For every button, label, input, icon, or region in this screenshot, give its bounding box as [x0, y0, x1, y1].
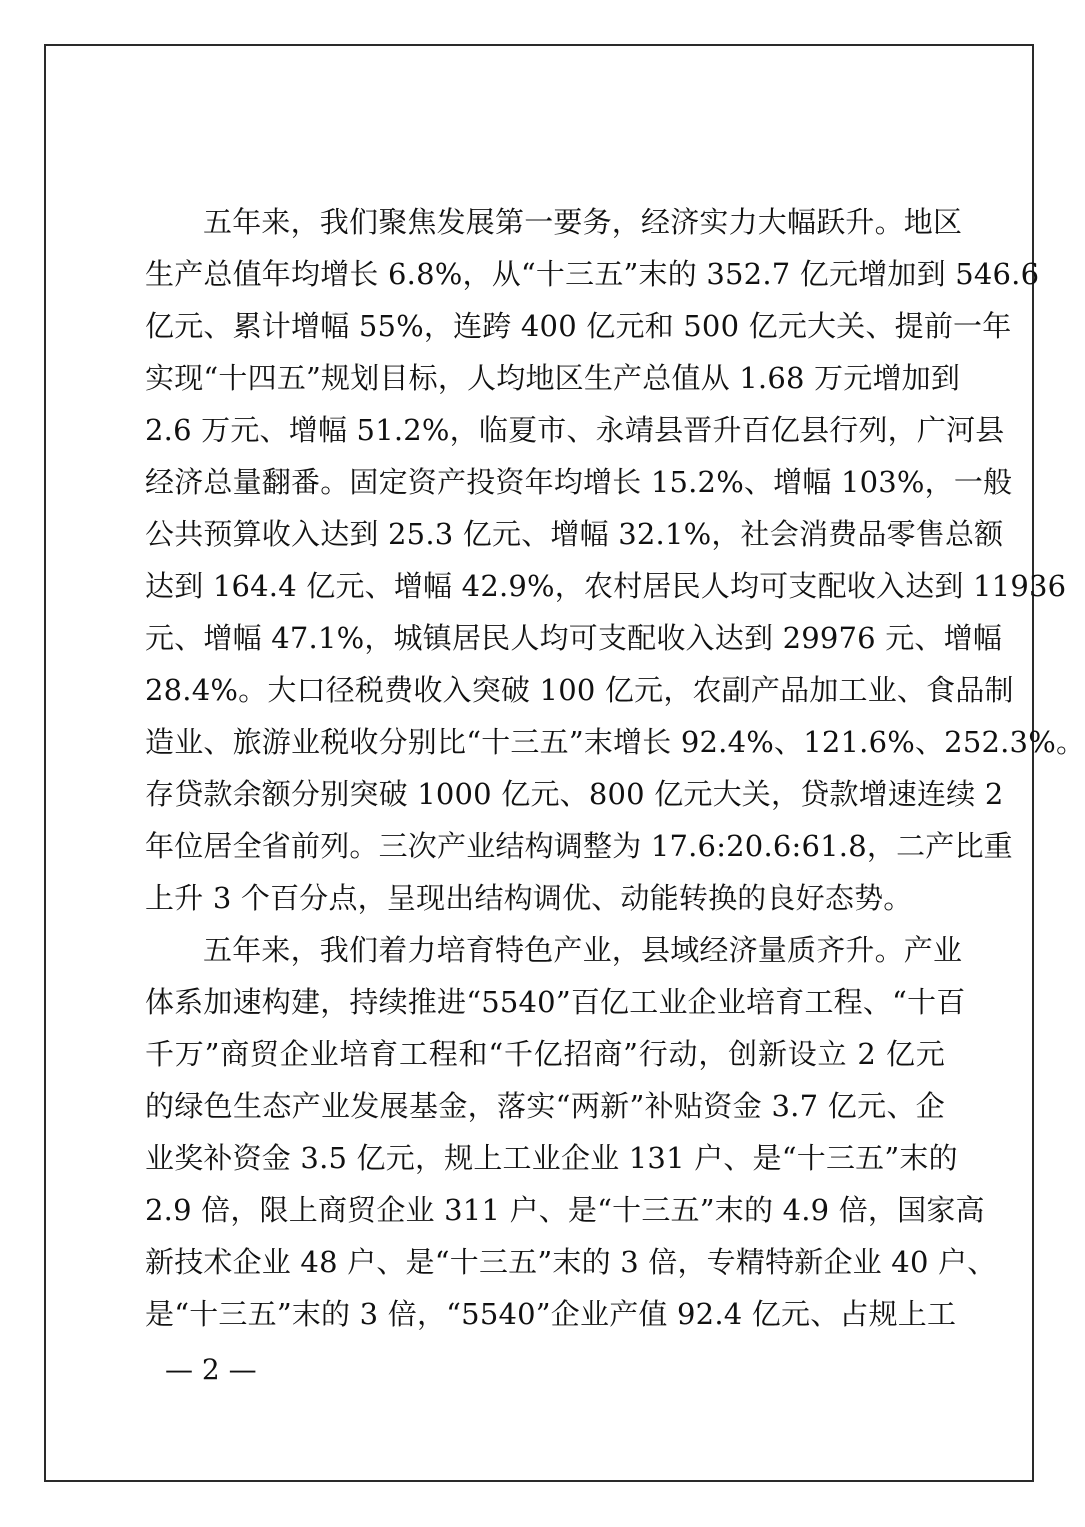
text-line: 元、增幅 47.1%，城镇居民人均可支配收入达到 29976 元、增幅	[145, 621, 1003, 655]
text-line: 生产总值年均增长 6.8%，从“十三五”末的 352.7 亿元增加到 546.6	[145, 257, 1040, 291]
text-line: 业奖补资金 3.5 亿元，规上工业企业 131 户、是“十三五”末的	[145, 1141, 958, 1175]
text-line: 五年来，我们聚焦发展第一要务，经济实力大幅跃升。地区	[203, 205, 963, 239]
text-line: 达到 164.4 亿元、增幅 42.9%，农村居民人均可支配收入达到 11936	[145, 569, 1067, 603]
paragraph-county-economy	[145, 924, 997, 1340]
text-line: 实现“十四五”规划目标，人均地区生产总值从 1.68 万元增加到	[145, 361, 961, 395]
text-line: 造业、旅游业税收分别比“十三五”末增长 92.4%、121.6%、252.3%。	[145, 725, 1085, 759]
text-line: 年位居全省前列。三次产业结构调整为 17.6:20.6:61.8，二产比重	[145, 829, 1013, 863]
text-line: 五年来，我们着力培育特色产业，县域经济量质齐升。产业	[203, 933, 963, 967]
page-number: — 2 —	[165, 1353, 257, 1386]
text-line: 的绿色生态产业发展基金，落实“两新”补贴资金 3.7 亿元、企	[145, 1089, 945, 1123]
text-line: 是“十三五”末的 3 倍，“5540”企业产值 92.4 亿元、占规上工	[145, 1297, 957, 1331]
text-line: 2.9 倍，限上商贸企业 311 户、是“十三五”末的 4.9 倍，国家高	[145, 1193, 985, 1227]
paragraph-economic-strength	[145, 196, 1085, 924]
text-line: 公共预算收入达到 25.3 亿元、增幅 32.1%，社会消费品零售总额	[145, 517, 1004, 551]
text-line: 千万”商贸企业培育工程和“千亿招商”行动，创新设立 2 亿元	[145, 1037, 945, 1071]
document-body	[145, 196, 1085, 1340]
text-line: 亿元、累计增幅 55%，连跨 400 亿元和 500 亿元大关、提前一年	[145, 309, 1012, 343]
text-line: 28.4%。大口径税费收入突破 100 亿元，农副产品加工业、食品制	[145, 673, 1014, 707]
text-line: 经济总量翻番。固定资产投资年均增长 15.2%、增幅 103%，一般	[145, 465, 1013, 499]
text-line: 上升 3 个百分点，呈现出结构调优、动能转换的良好态势。	[145, 881, 913, 915]
text-line: 存贷款余额分别突破 1000 亿元、800 亿元大关，贷款增速连续 2	[145, 777, 1004, 811]
text-line: 新技术企业 48 户、是“十三五”末的 3 倍，专精特新企业 40 户、	[145, 1245, 997, 1279]
text-line: 体系加速构建，持续推进“5540”百亿工业企业培育工程、“十百	[145, 985, 966, 1019]
text-line: 2.6 万元、增幅 51.2%，临夏市、永靖县晋升百亿县行列，广河县	[145, 413, 1005, 447]
